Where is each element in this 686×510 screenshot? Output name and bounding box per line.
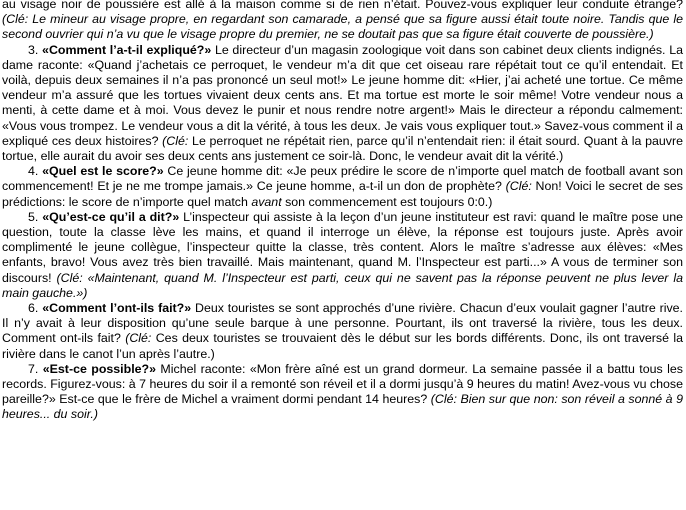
clue-text: (Clé: «Maintenant, quand M. l’Inspecteur est parti, ceux qui ne savent pas la réponse peuvent ne plus lever la main gauche.»): [2, 270, 683, 300]
paragraph-body: Deux touristes se sont approchés d’une rivière. Chacun d’eux voulait gagner l’autre rive. Il n’y avait à leur disposition qu’une seule barque à une personne. Pourtant, ils ont traversé la rivière, tous les deux. Comment ont-ils fait?: [2, 301, 684, 346]
paragraph-4: [0, 164, 686, 210]
paragraph-number: 4.: [28, 164, 39, 179]
paragraph-title: «Comment l’ont-ils fait?»: [42, 301, 192, 316]
paragraph-3: [0, 43, 686, 165]
paragraph-number: 7.: [28, 361, 39, 376]
paragraph-title: «Est-ce possible?»: [42, 361, 156, 376]
paragraph-title: «Qu’est-ce qu’il a dit?»: [42, 209, 180, 224]
paragraph-body: Michel raconte: «Mon frère aîné est un grand dormeur. La semaine passée il a battu tous les records. Figurez-vous: à 7 heures du soir il a remonté son réveil et il a dormi jusqu’à 9 heures du matin! Avez-vous vu chose pareille?» Est-ce que le frère de Michel a vraiment dormi pendant 14 heures?: [2, 361, 683, 407]
paragraph-number: 3.: [28, 42, 39, 57]
clue-answer: Ces deux touristes se trouvaient dès le début sur les bords différents. Donc, ils ont traversé la rivière dans le canot l’un après l’autre.): [2, 331, 684, 361]
paragraph-body: Le directeur d’un magasin zoologique voit dans son cabinet deux clients indignés. La dame raconte: «Quand j’achetais ce perroquet, le vendeur m’a dit que cet oiseau rare répétait tout ce qu’il entendait. Et voilà, depuis deux semaines il n’a pas prononcé un seul mot!» Le jeune homme dit: «Hier, j’ai acheté une tortue. Ce même vendeur m’a assuré que les tortues vivaient deux cents ans. Et ma tortue est morte le soir même! Votre vendeur nous a menti, à cette dame et à moi. Vous devez le punir et nous rendre notre argent!» Mais le directeur a répondu calmement: «Vous vous trompez. Le vendeur vous a dit la vérité, à tous les deux. Je vais vous expliquer tout.» Savez-vous comment il a expliqué ces deux histoires?: [2, 42, 683, 148]
paragraph-5: [0, 210, 686, 301]
clue-answer: Le perroquet ne répétait rien, parce qu’il n’entendait rien: il était sourd. Quant à la pauvre tortue, elle aurait du avoir ses deux cents ans justement ce soir-là. Donc, le vendeur avait dit la vérité.): [2, 133, 683, 164]
clue-answer: Non! Voici le secret de ses prédictions: le score de n’importe quel match: [2, 179, 684, 209]
paragraph-title: «Comment l’a-t-il expliqué?»: [42, 42, 212, 57]
paragraph-body: L’inspecteur qui assiste à la leçon d’un jeune instituteur est ravi: quand le maître pose une question, toute la classe lève les mains, et quand il interroge un élève, la réponse est toujours juste. Après avoir complimenté le jeune collègue, l’inspecteur quitte la classe, très content. Alors le maître s’adresse aux élèves: «Mes enfants, bravo! Vous avez très bien travaillé. Mais maintenant, quand M. l’Inspecteur est parti...» A vous de terminer son discours!: [2, 209, 683, 285]
paragraph-7: [0, 362, 686, 423]
clue-text: (Clé: Le mineur au visage propre, en regardant son camarade, a pensé que sa figure aussi était toute noire. Tandis que le second ouvrier qui n’a vu que le visage propre du premier, ne se doutait pas que sa figure était couverte de poussière.): [2, 12, 683, 42]
clue-text: (Clé: Bien sur que non: son réveil a sonné à 9 heures... du soir.): [2, 392, 683, 422]
clue-answer-end: son commencement est toujours 0:0.): [281, 194, 493, 209]
paragraph-2-continuation: [0, 0, 686, 43]
paragraph-body: au visage noir de poussière est allé à la maison comme si de rien n’était. Pouvez-vous expliquer leur conduite étrange?: [2, 0, 683, 11]
paragraph-body: Ce jeune homme dit: «Je peux prédire le score de n’importe quel match de football avant son commencement! Et je ne me trompe jamais.» Ce jeune homme, a-t-il un don de prophète?: [2, 164, 683, 194]
clue-label: (Clé:: [162, 133, 189, 148]
paragraph-title: «Quel est le score?»: [42, 164, 164, 179]
clue-label: (Clé:: [125, 331, 152, 346]
paragraph-number: 6.: [28, 301, 39, 316]
clue-label: (Clé:: [505, 179, 532, 194]
paragraph-6: [0, 301, 686, 362]
emphasis-word: avant: [251, 194, 282, 209]
paragraph-number: 5.: [28, 209, 39, 224]
